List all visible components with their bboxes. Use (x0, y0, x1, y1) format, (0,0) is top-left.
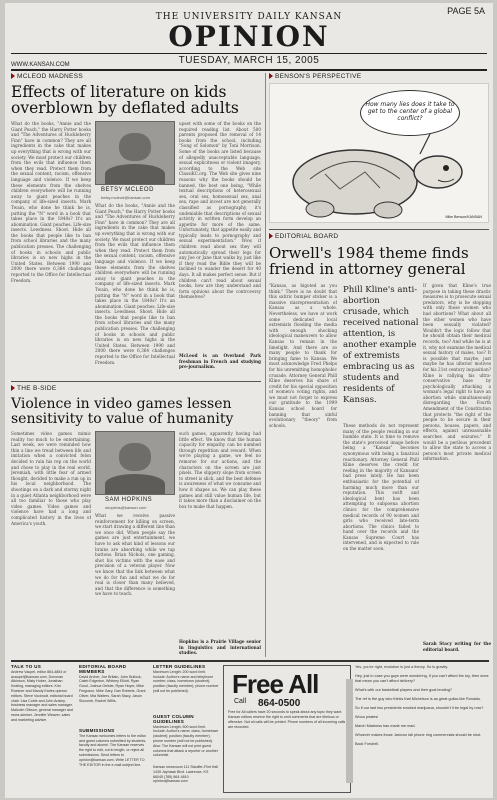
section-label: BENSON'S PERSPECTIVE (269, 73, 361, 80)
author-tagline: McLeod is an Overland Park freshman in French and studying pre-journalism. (179, 353, 261, 370)
message: Whoever makes those Jamcon tall phone ring commercials should be shot. (355, 733, 482, 737)
message: Wooo pirates! (355, 715, 379, 719)
column-rule (265, 73, 266, 657)
divider (11, 53, 487, 54)
author-email[interactable]: shopkins@kansan.com (105, 505, 147, 510)
pull-quote: Phill Kline's anti-abortion crusade, which received national attention, is another example of extremists embracing us as students and residents of Kansas. (343, 285, 419, 405)
article-column: Sometimes video games mimic reality too much to be entertaining. Last week, we were reminded how thin a line we tread between life and imitation when a convicted felon decided to ruin his rep on the world and chose to play in the real world. Jeremiah, with little fear of armed thought, decided to make a run up in his local neighborhood. The shootings on a dark and stormy night in a quiet Atlanta neighborhood were all too familiar to those who play video games. Video games and violence have had a long and complicated history in the lives of America's youth. (11, 431, 91, 526)
free-for-all-title: Free All (232, 669, 319, 699)
call-label: Call (234, 698, 247, 705)
author-name: SAM HOPKINS (105, 497, 153, 503)
website[interactable]: WWW.KANSAN.COM (11, 62, 70, 68)
headline-bside: Violence in video games lessen sensitivity to value of humanity (11, 396, 234, 427)
article-column: upset with some of the books on the required reading list. About 500 parents proposed the removal of 14 books from the school, including "Song of Solomon" by Toni Morrison. Some of the books are listed because of allegedly unacceptable language, sexual explicitness or violent imagery, according to the Web site ClassiKC.org. The Web site gives nine reasons why the books should be banned, the best one being, "While textual descriptions of heterosexual sex, oral sex, homosexual sex, anal sex, rape and incest are not generally classified as pornography, it's undeniable that descriptions of sexual activity in written form develop an appetite for more of the same. Unfortunately, that appetite easily and typically leads to pornography and sexual experimentation." Wow, if children read about sex they will automatically spread their legs for any Joe or Jane that walks by, just like if they read the Bible they will be inclined to wander the desert for 40 days. It all makes perfect sense. But if children can't read about sexual books, how are they understand and form opinions about the controversy themselves? (179, 121, 261, 300)
section-title: OPINION (168, 20, 330, 53)
triangle-icon (269, 73, 273, 79)
author-photo (95, 121, 175, 185)
message: Hey, just in case you guys were wondering, if you can't afford the toy, then does that mean you can't afford delivery? (355, 674, 489, 683)
editorial-cartoon (269, 83, 489, 223)
talk-to-us: TALK TO US Andrew Vaupel, editor 864-4854 or avaupel@kansan.com. Donovan Atkinson, Misty Huber, Jonathan Kealing, managing editors. Kim Roesner and Mandy Earles opinion editors. Steve Vockrodt, editorial board chair. Lisa Coble and John Ansley, business manager and sales manager. Malcolm Gibson, general manager and news adviser. Jennifer Weaver, sales and marketing adviser. (11, 664, 73, 722)
turtle-icon (270, 84, 490, 224)
divider (11, 660, 489, 662)
article-column: What we receive passive reinforcement for killing on screen, we start drawing a different line than we once did. When people say the games are just entertainment, we have to ask what kind of lessons our brains are absorbing while we tap buttons. Brian Nichols, one gaming, shot his victims with the ease and precision of a veteran player. Now we know that the link between what we do for fun and what we do for real is closer than many believed, and that the difference is something we have to teach. (95, 513, 175, 597)
headline-editorial: Orwell's 1984 theme finds friend in attorney general (269, 244, 469, 278)
newsroom-address: Kansan newsroom 111 Stauffer-Flint Hall 1435 Jayhawk Blvd. Lawrence, KS 66045 (785) 864-4810 opinion@kansan.com (153, 765, 218, 784)
submissions: SUBMISSIONS The Kansan welcomes letters to the editor and guest columns submitted by students, faculty and alumni. The Kansan reserves the right to edit, cut to length, or reject all submissions. Send letters to opinion@kansan.com. Write LETTER TO THE EDITOR in the e-mail subject line. (79, 728, 147, 767)
triangle-icon (269, 233, 273, 239)
section-label: EDITORIAL BOARD (269, 233, 338, 240)
author-tagline: Hopkins is a Prairie Village senior in linguistics and international studies. (179, 639, 261, 655)
message: Back Forshell. (355, 742, 380, 746)
speech-bubble: How many lies does it take to get to the center of a global conflict? (360, 90, 460, 136)
cartoon-credit: Mike Benson/KANSAN (445, 215, 482, 219)
issue-date: TUESDAY, MARCH 15, 2005 (178, 55, 320, 66)
message: What's with our basketball players and their goal tending? (355, 688, 452, 692)
phone-icon (346, 679, 353, 783)
message: The ref is the guy who thinks that Michelson is as great guitar-like Ronaldo. (355, 697, 482, 701)
guest-column-guidelines: GUEST COLUMN GUIDELINES Maximum Length: 500 word limit. Include: Author's name; class, hometown (student); position (faculty member); phone number (will not be published). Also: The Kansan will not print guest columns that attack a reporter or another columnist. (153, 714, 219, 758)
phone-number[interactable]: 864-0500 (258, 698, 301, 709)
section-label: THE B-SIDE (11, 385, 56, 392)
article-column: such games, apparently having had little effect. We know that the human capacity for empathy can be numbed through repetition and reward. When we're playing a game, we feel no remorse for our actions, and the characters on the screen are just pixels. The slippery slope from screen to street is slick, and the best defense is awareness of what we consume and how it shapes us. We can play these games and still value human life, but it takes more than a disclaimer on the box to make that happen. (179, 431, 261, 509)
divider (11, 381, 261, 382)
message: March Madness has made me mad. (355, 724, 416, 728)
author-photo (95, 431, 175, 495)
article-column: What do the books, "Annie and the Giant Peach," the Harry Potter books and "The Adventures of Huckleberry Finn" have in common? They are all ingredients in the cake that makes up everything that is wrong with our society. We must protect our children from the evils that influence them when they read. Protect them from the sexual content, racism, offensive language and violence. If we keep these elements from the shelves children everywhere will be running away to giant peaches in the company of life-sized insects. Mark Twain, who done he think he is, putting the "N" word in a book that takes place in the 1840s? It's an abomination. Giant peaches. Life-size insects. Lewdness. Shoot. Hide all the books that people like to ban from school libraries and the many publication presses. The challenging of books in schools and public libraries is on new highs in the United States. Between 1990 and 2000 there were 6,364 challenges reported to the Office for Intellectual Freedom. (11, 121, 91, 283)
page-number: PAGE 5A (447, 6, 485, 16)
letter-guidelines: LETTER GUIDELINES Maximum Length: 200 word limit. Include: Author's name and telephone number; class, hometown (student); position (faculty member); phone number (will not be published). (153, 664, 219, 693)
free-for-all-rules: Free for All callers have 20 seconds to speak about any topic they want. Kansan editors reserve the right to omit comments that are libelous or offensive. Not all calls will be printed. Phone numbers of all incoming calls are recorded. (228, 710, 346, 729)
article-column: What do the books, "Annie and the Giant Peach," the Harry Potter books and "The Adventures of Huckleberry Finn" have in common? They are all ingredients in the cake that makes up everything that is wrong with our society. We must protect our children from the evils that influence them when they read. Protect them from the sexual content, racism, offensive language and violence. If we keep these elements from the shelves children everywhere will be running away to giant peaches in the company of life-sized insects. Mark Twain, who done he think he is, putting the "N" word in a book that takes place in the 1840s? It's an abomination. Giant peaches. Life-size insects. Lewdness. Shoot. Hide all the books that people like to ban from school libraries and the many publication presses. The challenging of books in schools and public libraries is on new highs in the United States. Between 1990 and 2000 there were 6,364 challenges reported to the Office for Intellectual Freedom. (95, 203, 175, 365)
divider (269, 229, 489, 230)
newspaper-page (5, 3, 493, 798)
author-email[interactable]: betsy.mcleod@kansan.com (101, 195, 150, 200)
triangle-icon (11, 73, 15, 79)
message: So if our last two presidents smoked marijuana, shouldn't it be legal by now? (355, 706, 484, 710)
free-for-all-box (223, 665, 351, 793)
headline-mcleod: Effects of literature on kids overblown by deflated adults (11, 83, 239, 118)
divider (11, 69, 487, 71)
article-column: "Kansas, as bigoted as you think." There is no doubt that this satiric bumper sticker is a massive misrepresentation of Kansas as a whole. Nevertheless, we have at work some dedicated local extremists flooding the media with enough shocking ideological maneuvers to allow Kansas to remain in the limelight. And there are so many people to thank for bringing fame to Kansas. We must acknowledge Fred Phelps for his unremitting homophobic crusade. Attorney General Phill Kline deserves his share of credit for his special opposition of women's voting rights, and we must not forget to express our gratitude to the 1999 Kansas school board for banning that sinful evolutionary "theory" from schools. (269, 283, 337, 428)
triangle-icon (11, 385, 15, 391)
free-for-all-messages (355, 665, 489, 795)
message: Yes, you're right, evolution is just a theory. So is gravity. (355, 665, 449, 669)
editorial-board-members: EDITORIAL BOARD MEMBERS David Archer, Joe Britain, John Bullock, Caleb Edgerton, Whitney Elliott, Ryan Good, Joshua Gelsler, Ryan Hoyer, Mike Ferguson, Mike Gary, Dan Roberts, Grant Oliver, Mia Walters, Sarah Stacy, Jason Slocomb, Rachel Willis. (79, 664, 146, 703)
section-label: MCLEOD MADNESS (11, 73, 83, 80)
author-name: BETSY MCLEOD (101, 187, 154, 193)
paper-name: THE UNIVERSITY DAILY KANSAN (155, 12, 343, 22)
masthead (5, 3, 493, 70)
article-column: If given that Kline's true purpose in taking these drastic measures is to prosecute sexual predators, why is he stopping with only those women who had abortions? What about all the other women who have been sexually violated? Wouldn't the logic follow that he should obtain their medical records, too? And while he is at it, why not examine the medical sexual history of males, too? It is possible that maybe, just maybe he has ulterior motives for his 21st century inquisition? Kline is rallying his ultra-conservative base by psychologically attacking a woman's legal right to have an abortion while simultaneously disregarding the Fourth Amendment of the Constitution that protects "the right of the people to be secure in their persons, houses, papers, and effects, against unreasonable searches and seizures." It would be a perilous precedent to allow the state to access a person's most private medical information. (423, 283, 491, 462)
article-column: These methods do not represent many of the people residing in our humble state. It is time to remove the state's perceived image before being a "Kansas" becomes synonymous with being a fanatical reactionary. Attorney General Phill Kline deserves the credit for reeling in the majority of Kansans' bad press lately. He has been enthusiastic for the potential of harming much more than our reputation. This swift and ideological bent has been attempting to subpoena abortion clinics for the comprehensive medical records of 90 women and girls who received late-term abortions. The clinics failed to hand over the records and the Kansas Supreme Court has intervened, and is expected to rule on the matter soon. (343, 423, 419, 552)
editorial-tagline: Sarah Stacy writing for the editorial board. (423, 641, 491, 652)
